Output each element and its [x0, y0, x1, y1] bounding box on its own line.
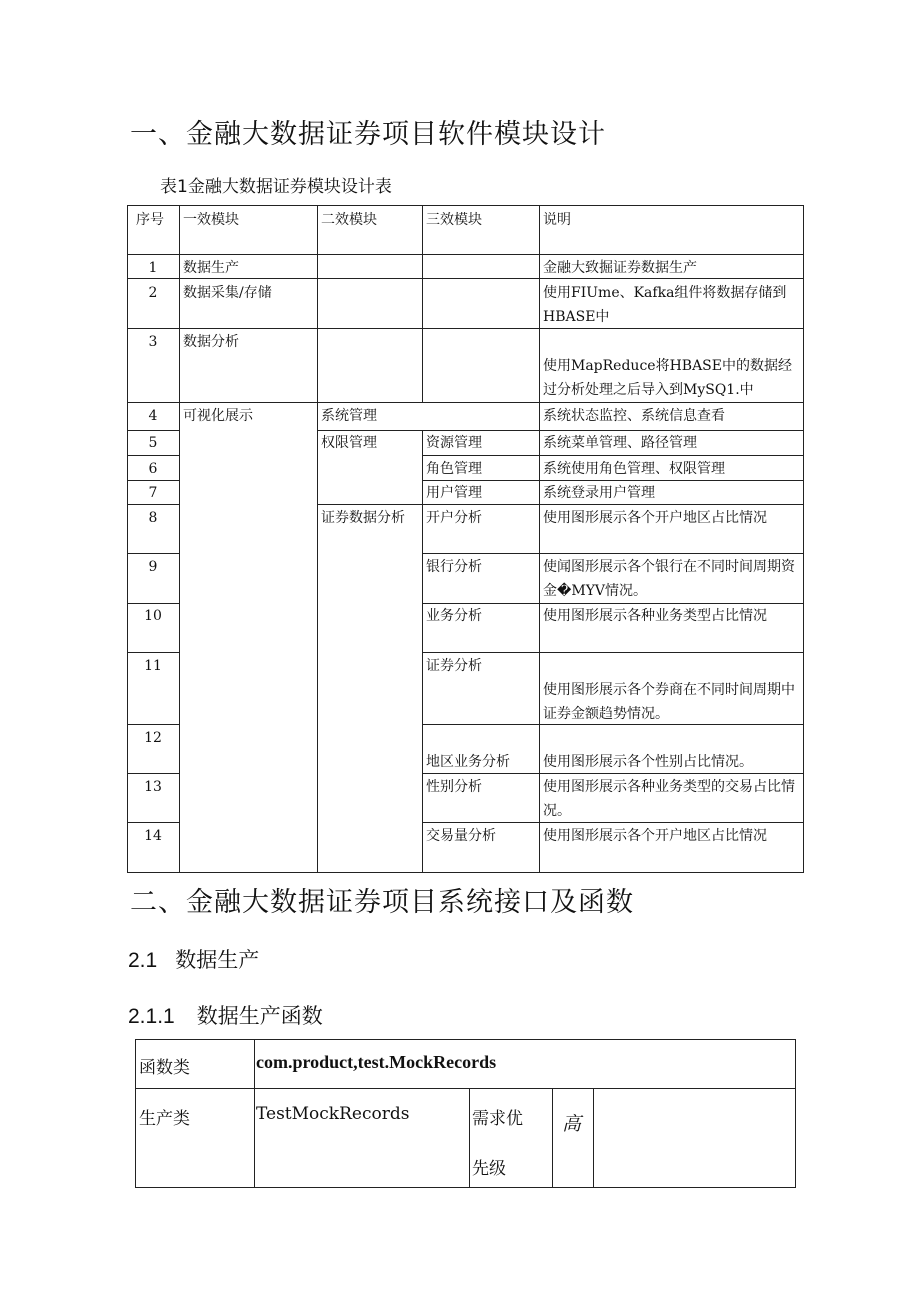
- level3-cell: 开户分析: [426, 510, 482, 526]
- table-caption: 表1金融大数据证券模块设计表: [160, 177, 392, 197]
- level3-cell: 业务分析: [426, 608, 482, 624]
- level3-cell: 用户管理: [426, 485, 482, 501]
- row-no: 6: [148, 461, 158, 477]
- subsection-title: 数据生产函数: [196, 1005, 323, 1028]
- row-no: 11: [144, 658, 162, 674]
- row-no: 2: [148, 285, 158, 301]
- desc-cell: 系统登录用户管理: [543, 485, 655, 501]
- function-class-value: com.product,test.MockRecords: [256, 1052, 497, 1072]
- level3-cell: 资源管理: [426, 435, 482, 451]
- row-no: 4: [148, 408, 158, 424]
- col-header-desc: 说明: [543, 212, 571, 228]
- section-2-heading: 二、金融大数据证券项目系统接口及函数: [130, 887, 634, 918]
- level1-cell: 可视化展示: [183, 408, 253, 424]
- row-no: 10: [144, 608, 162, 624]
- producer-class-label: 生产类: [139, 1109, 190, 1129]
- producer-class-value: TestMockRecords: [256, 1104, 410, 1124]
- function-class-label: 函数类: [139, 1058, 190, 1078]
- priority-value: 高: [562, 1113, 582, 1135]
- desc-cell: 系统使用角色管理、权限管理: [543, 461, 725, 477]
- row-no: 12: [144, 730, 162, 746]
- level2-cell: 权限管理: [321, 435, 377, 451]
- row-no: 14: [144, 828, 162, 844]
- level3-cell: 证券分析: [426, 658, 482, 674]
- desc-cell: 使闻图形展示各个银行在不同时间周期资金�MYV情况。: [543, 559, 795, 599]
- col-header-level2: 二效模块: [321, 212, 377, 228]
- desc-cell: 系统状态监控、系统信息查看: [543, 408, 725, 424]
- priority-label-line1: 需求优: [472, 1109, 523, 1129]
- level1-cell: 数据分析: [183, 334, 239, 350]
- level1-cell: 数据生产: [183, 260, 239, 276]
- subsection-number: 2.1: [128, 949, 158, 972]
- level2-cell: 证券数据分析: [321, 510, 405, 526]
- level3-cell: 银行分析: [426, 559, 482, 575]
- desc-cell: 使用图形展示各个券商在不同时间周期中证券金额趋势情况。: [543, 682, 795, 722]
- desc-cell: 使用图形展示各个性别占比情况。: [543, 754, 753, 770]
- level2-cell: 系统管理: [321, 408, 377, 424]
- desc-cell: 使用图形展示各种业务类型占比情况: [543, 608, 767, 624]
- level3-cell: 交易量分析: [426, 828, 496, 844]
- subsection-number: 2.1.1: [128, 1005, 175, 1028]
- row-no: 5: [148, 435, 158, 451]
- desc-cell: 使用图形展示各个开户地区占比情况: [543, 510, 767, 526]
- row-no: 8: [148, 510, 158, 526]
- row-no: 13: [144, 779, 162, 795]
- row-no: 7: [148, 485, 158, 501]
- desc-cell: 使用FIUme、Kafka组件将数据存储到HBASE中: [543, 285, 787, 325]
- desc-cell: 使用MapReduce将HBASE中的数据经过分析处理之后导入到MySQ1.中: [543, 358, 792, 398]
- desc-cell: 金融大致掘证券数据生产: [543, 260, 697, 276]
- level1-cell: 数据采集/存储: [183, 285, 272, 301]
- level3-cell: 角色管理: [426, 461, 482, 477]
- col-header-no: 序号: [136, 212, 164, 228]
- level3-cell: 性别分析: [426, 779, 482, 795]
- col-header-level3: 三效模块: [426, 212, 482, 228]
- row-no: 9: [148, 559, 158, 575]
- section-1-heading: 一、金融大数据证券项目软件模块设计: [130, 119, 606, 150]
- level3-cell: 地区业务分析: [426, 754, 510, 770]
- col-header-level1: 一效模块: [183, 212, 239, 228]
- desc-cell: 系统菜单管理、路径管理: [543, 435, 697, 451]
- subsection-title: 数据生产: [175, 949, 260, 972]
- row-no: 3: [148, 334, 158, 350]
- row-no: 1: [148, 260, 158, 276]
- desc-cell: 使用图形展示各个开户地区占比情况: [543, 828, 767, 844]
- desc-cell: 使用图形展示各种业务类型的交易占比情况。: [543, 779, 795, 819]
- priority-label-line2: 先级: [472, 1159, 506, 1179]
